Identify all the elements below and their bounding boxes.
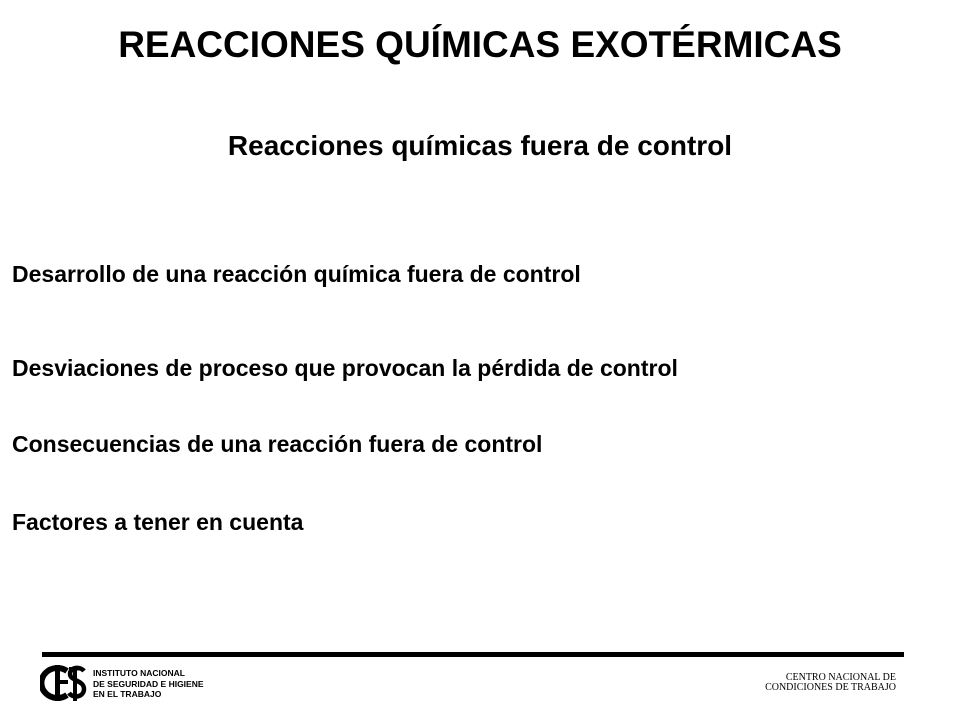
topic-item: Desarrollo de una reacción química fuera de control bbox=[12, 261, 581, 287]
institute-name bbox=[93, 668, 204, 700]
institute-line: EN EL TRABAJO bbox=[93, 689, 162, 699]
topic-item: Desviaciones de proceso que provocan la pérdida de control bbox=[12, 355, 678, 381]
institute-line: INSTITUTO NACIONAL bbox=[93, 668, 185, 678]
institute-line: DE SEGURIDAD E HIGIENE bbox=[93, 678, 204, 689]
topic-item: Factores a tener en cuenta bbox=[12, 509, 304, 535]
insht-logo-icon bbox=[40, 662, 88, 704]
slide-subtitle: Reacciones químicas fuera de control bbox=[227, 130, 733, 161]
topic-item: Consecuencias de una reacción fuera de control bbox=[12, 431, 543, 457]
centro-line: CENTRO NACIONAL DE bbox=[785, 672, 896, 683]
footer-divider bbox=[42, 652, 904, 657]
slide-title: REACCIONES QUÍMICAS EXOTÉRMICAS bbox=[118, 24, 842, 65]
centro-name bbox=[765, 673, 896, 693]
centro-line: CONDICIONES DE TRABAJO bbox=[765, 682, 896, 693]
